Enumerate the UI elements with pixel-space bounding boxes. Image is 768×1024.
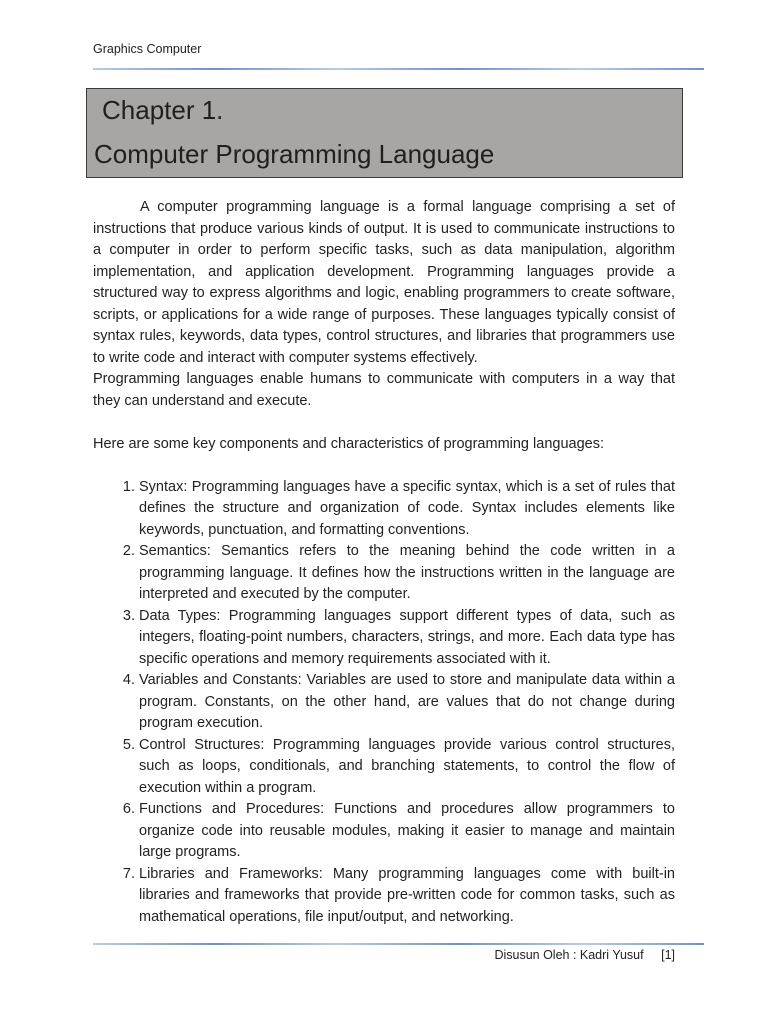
components-list	[93, 477, 675, 929]
intro-paragraph-2: Programming languages enable humans to communicate with computers in a way that they can understand and execute.	[93, 371, 675, 409]
list-lead-paragraph: Here are some key components and characteristics of programming languages:	[93, 435, 604, 452]
chapter-heading-box	[86, 88, 683, 178]
list-item: 2. Semantics: Semantics refers to the meaning behind the code written in a programming language. It defines how the instructions written in the language are interpreted and executed by the computer.	[139, 541, 675, 606]
list-item: 5. Control Structures: Programming languages provide various control structures, such as loops, conditionals, and branching statements, to control the flow of execution within a program.	[139, 735, 675, 800]
list-item: 6. Functions and Procedures: Functions and procedures allow programmers to organize code into reusable modules, making it easier to manage and maintain large programs.	[139, 799, 675, 864]
list-item: 7. Libraries and Frameworks: Many programming languages come with built-in libraries and frameworks that provide pre-written code for common tasks, such as mathematical operations, file input/output, and networking.	[139, 864, 675, 929]
header-rule	[93, 68, 704, 70]
footer-rule	[93, 943, 704, 945]
page-number: [1]	[661, 948, 675, 962]
list-item: 1. Syntax: Programming languages have a specific syntax, which is a set of rules that defines the structure and organization of code. Syntax includes elements like keywords, punctuation, and formatting conventions.	[139, 477, 675, 542]
list-item: 4. Variables and Constants: Variables are used to store and manipulate data within a program. Constants, on the other hand, are values that do not change during program execution.	[139, 670, 675, 735]
intro-paragraph: A computer programming language is a formal language comprising a set of instructions that produce various kinds of output. It is used to communicate instructions to a computer in order to perform specific tasks, such as data manipulation, algorithm implementation, and application development. Programming languages provide a structured way to express algorithms and logic, enabling programmers to create software, scripts, or applications for a wide range of purposes. These languages typically consist of syntax rules, keywords, data types, control structures, and libraries that programmers use to write code and interact with computer systems effectively.	[93, 199, 675, 366]
footer-author: Disusun Oleh : Kadri Yusuf	[494, 948, 644, 962]
list-item: 3. Data Types: Programming languages support different types of data, such as integers, floating-point numbers, characters, strings, and more. Each data type has specific operations and memory requirements associated with it.	[139, 606, 675, 671]
body-text	[93, 197, 675, 928]
running-header: Graphics Computer	[93, 42, 202, 56]
chapter-number: Chapter 1.	[102, 95, 224, 125]
page-footer	[480, 948, 675, 962]
chapter-title: Computer Programming Language	[94, 139, 495, 169]
